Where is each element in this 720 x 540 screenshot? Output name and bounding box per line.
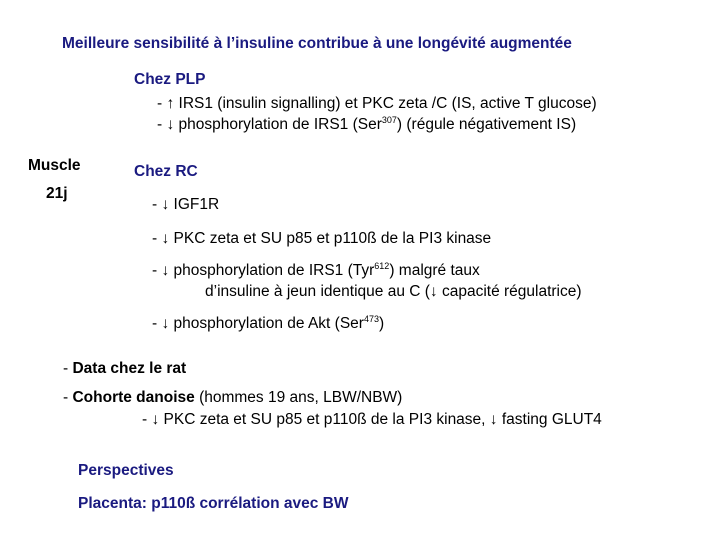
cohort-bullet: - Cohorte danoise (hommes 19 ans, LBW/NBW)	[63, 389, 403, 406]
plp-line-1: - ↑ IRS1 (insulin signalling) et PKC zeta /C (IS, active T glucose)	[157, 95, 597, 112]
rc-line-1: - ↓ IGF1R	[152, 196, 220, 213]
down-arrow-icon: ↓	[161, 230, 170, 247]
rc-line-3-continuation: d’insuline à jeun identique au C (↓ capacité régulatrice)	[205, 283, 582, 300]
down-arrow-icon: ↓	[151, 411, 160, 428]
up-arrow-icon: ↑	[166, 95, 175, 112]
rc-line-3: - ↓ phosphorylation de IRS1 (Tyr$^{612}$) malgré taux	[152, 260, 480, 279]
down-arrow-icon: ↓	[166, 116, 175, 133]
down-arrow-icon: ↓	[489, 411, 498, 428]
perspectives-heading: Perspectives	[78, 462, 174, 479]
slide-title: Meilleure sensibilité à l’insuline contribue à une longévité augmentée	[62, 35, 572, 52]
plp-heading: Chez PLP	[134, 71, 206, 88]
down-arrow-icon: ↓	[161, 262, 170, 279]
data-rat-bullet: - Data chez le rat	[63, 360, 187, 377]
plp-line-2: - ↓ phosphorylation de IRS1 (Ser$^{307}$) (régule négativement IS)	[157, 114, 577, 133]
age-label: 21j	[46, 185, 68, 202]
rc-line-2: - ↓ PKC zeta et SU p85 et p110ß de la PI3 kinase	[152, 230, 492, 247]
rc-line-4: - ↓ phosphorylation de Akt (Ser$^{473}$)	[152, 313, 385, 332]
cohort-sub-line: - ↓ PKC zeta et SU p85 et p110ß de la PI3 kinase, ↓ fasting GLUT4	[142, 411, 602, 428]
down-arrow-icon: ↓	[161, 315, 170, 332]
muscle-label: Muscle	[28, 157, 81, 174]
down-arrow-icon: ↓	[161, 196, 170, 213]
down-arrow-icon: ↓	[429, 283, 438, 300]
rc-heading: Chez RC	[134, 163, 198, 180]
placenta-line: Placenta: p110ß corrélation avec BW	[78, 495, 349, 512]
